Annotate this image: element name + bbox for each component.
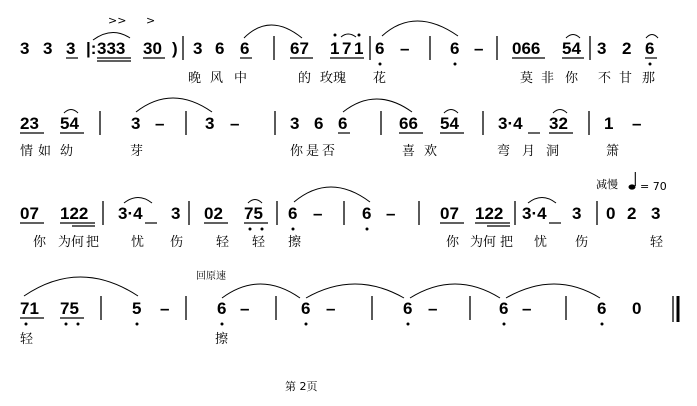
note-group: 54 (440, 114, 459, 133)
note-group: 75 (60, 299, 79, 318)
lyric: 风 (210, 71, 224, 86)
lyric: 忧 (534, 235, 548, 250)
note: 0 (632, 299, 642, 318)
note: 3 (171, 204, 181, 223)
note: 6 (217, 299, 227, 318)
note: 7 (342, 39, 352, 58)
note-group: 67 (290, 39, 309, 58)
lyric: 伤 (170, 235, 184, 250)
lyric: 你 (446, 235, 460, 250)
dash: – (313, 204, 323, 223)
lyric: 箫 (606, 144, 620, 159)
page-number: 第 2页 (285, 380, 318, 393)
slur (244, 25, 302, 38)
dash: – (428, 299, 438, 318)
note: 6 (301, 299, 311, 318)
lyric: 你 (33, 235, 47, 250)
lyric: 幼 (60, 144, 74, 159)
lyric: 擦 (215, 332, 229, 347)
lyric: 把 (86, 235, 100, 250)
lyric: 轻 (650, 235, 664, 250)
lyric: 如 (38, 144, 52, 159)
note: 6 (645, 39, 655, 58)
note-group: 54 (562, 39, 581, 58)
note-group: 75 (244, 204, 263, 223)
note-group: 30 (143, 39, 162, 58)
accent-mark: >> (108, 14, 127, 27)
lyric: 你 (290, 144, 304, 159)
note: 3 (290, 114, 300, 133)
note-group: 3·4 (522, 204, 547, 223)
lyric: 伤 (575, 235, 589, 250)
note-group: 66 (399, 114, 418, 133)
lyric: 是 (306, 144, 320, 159)
note-group: 07 (440, 204, 459, 223)
note-group: 122 (60, 204, 89, 223)
dash: – (230, 114, 240, 133)
note: 3 (205, 114, 215, 133)
note: 2 (622, 39, 632, 58)
score-row-4 (20, 269, 678, 347)
note: 6 (499, 299, 509, 318)
lyric: 喜 (402, 144, 416, 159)
note-group: 3·4 (498, 114, 523, 133)
lyric: 那 (642, 71, 656, 86)
tie (136, 98, 212, 112)
accent-mark: > (146, 14, 156, 27)
note: 3 (43, 39, 53, 58)
note-group: 32 (549, 114, 568, 133)
lyric: 不 (598, 71, 612, 86)
lyric: 弯 (497, 144, 511, 159)
lyric: 芽 (130, 144, 144, 159)
lyric: 莫 (520, 71, 534, 86)
score-row-2 (20, 98, 641, 159)
lyric: 欢 (424, 144, 438, 159)
lyric: 轻 (252, 235, 266, 250)
score-row-3 (20, 172, 667, 250)
lyric: 的 (298, 71, 312, 86)
slur (24, 277, 138, 296)
score-row-1 (20, 14, 658, 86)
note: 3 (131, 114, 141, 133)
lyric: 为何 (58, 235, 85, 250)
tempo-resume-label: 回原速 (196, 271, 226, 282)
note: 6 (375, 39, 385, 58)
lyric: 洞 (546, 144, 560, 159)
tie (306, 284, 404, 298)
repeat-sign: |: (86, 39, 97, 58)
slur (341, 34, 356, 37)
paren: ) (172, 39, 178, 58)
octave-dot-high (358, 34, 361, 37)
note: 6 (288, 204, 298, 223)
octave-dot-high (334, 34, 337, 37)
dash: – (474, 39, 484, 58)
dash: – (522, 299, 532, 318)
tie (382, 21, 458, 36)
lyric: 把 (500, 235, 514, 250)
dash: – (160, 299, 170, 318)
note: 1 (354, 39, 364, 58)
dash: – (326, 299, 336, 318)
tie (506, 284, 600, 298)
note: 3 (193, 39, 203, 58)
note-group: 3·4 (118, 204, 143, 223)
note: 6 (450, 39, 460, 58)
note: 3 (597, 39, 607, 58)
tie (294, 187, 370, 202)
note: 6 (215, 39, 225, 58)
note: 3 (66, 39, 76, 58)
note: 3 (572, 204, 582, 223)
note-group: 066 (512, 39, 541, 58)
lyric: 为何 (470, 235, 497, 250)
dash: – (155, 114, 165, 133)
note-group: 71 (20, 299, 39, 318)
tempo-change-label: 减慢 (596, 178, 618, 191)
lyric: 情 (20, 144, 34, 159)
lyric: 晚 (188, 71, 202, 86)
lyric: 非 (541, 71, 555, 86)
tie (222, 284, 300, 298)
lyric: 你 (565, 71, 579, 86)
note: 6 (240, 39, 250, 58)
dash: – (400, 39, 410, 58)
lyric: 擦 (288, 235, 302, 250)
dash: – (386, 204, 396, 223)
lyric: 月 (522, 144, 536, 159)
note: 6 (338, 114, 348, 133)
note: 3 (20, 39, 30, 58)
lyric: 轻 (20, 332, 34, 347)
note: 0 (606, 204, 616, 223)
dash: – (632, 114, 642, 133)
lyric: 否 (322, 144, 336, 159)
dash: – (240, 299, 250, 318)
note: 6 (314, 114, 324, 133)
octave-dot-low (379, 63, 382, 66)
tie (410, 284, 500, 298)
note: 3 (651, 204, 661, 223)
note: 5 (132, 299, 142, 318)
note: 2 (627, 204, 637, 223)
note-group: 54 (60, 114, 79, 133)
note: 6 (597, 299, 607, 318)
lyric: 忧 (131, 235, 145, 250)
note-group: 333 (97, 39, 126, 58)
lyric: 花 (373, 71, 387, 86)
note: 1 (604, 114, 614, 133)
note: 6 (362, 204, 372, 223)
note-group: 02 (204, 204, 223, 223)
lyric: 中 (234, 71, 248, 86)
tempo-value: = 70 (640, 180, 667, 193)
note: 6 (403, 299, 413, 318)
lyric: 轻 (216, 235, 230, 250)
lyric: 甘 (619, 71, 633, 86)
note-group: 23 (20, 114, 39, 133)
lyric: 玫瑰 (320, 71, 347, 86)
note-group: 122 (475, 204, 504, 223)
note-group: 07 (20, 204, 39, 223)
note: 1 (330, 39, 340, 58)
quarter-note-icon (629, 184, 636, 189)
